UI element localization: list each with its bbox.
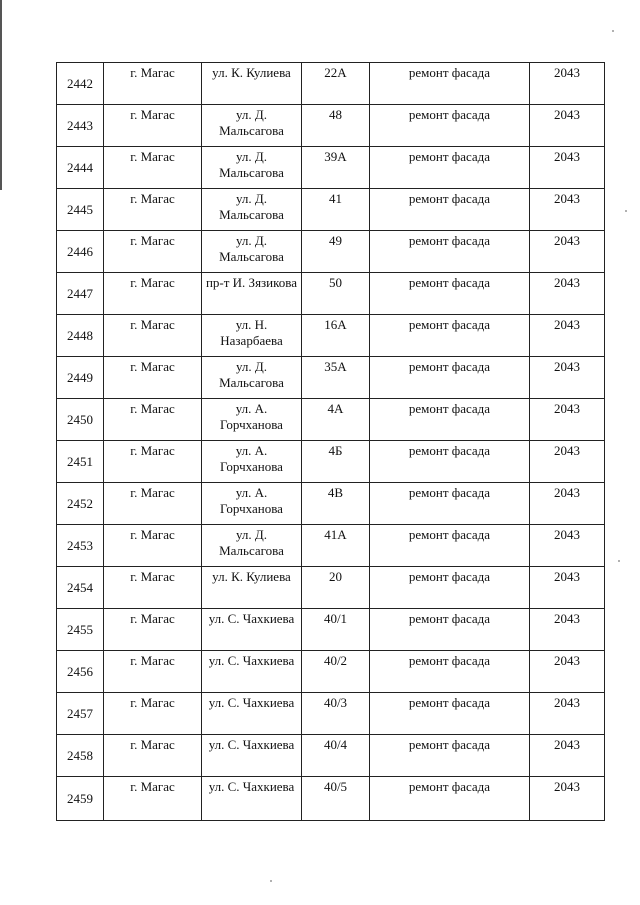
table-row xyxy=(57,777,605,821)
street-cell: ул. С. Чахкиева xyxy=(202,651,302,693)
year-cell: 2043 xyxy=(530,273,605,315)
work-type-cell: ремонт фасада xyxy=(370,147,530,189)
street-cell: ул. А. Горчханова xyxy=(202,441,302,483)
street-cell: ул. А. Горчханова xyxy=(202,483,302,525)
city-cell: г. Магас xyxy=(104,693,202,735)
street-cell: пр-т И. Зязикова xyxy=(202,273,302,315)
city-cell: г. Магас xyxy=(104,735,202,777)
table-row xyxy=(57,189,605,231)
work-type-cell: ремонт фасада xyxy=(370,693,530,735)
scan-speck xyxy=(612,30,614,32)
house-number-cell: 22А xyxy=(302,63,370,105)
work-type-cell: ремонт фасада xyxy=(370,567,530,609)
table-row xyxy=(57,315,605,357)
work-type-cell: ремонт фасада xyxy=(370,735,530,777)
year-cell: 2043 xyxy=(530,399,605,441)
work-type-cell: ремонт фасада xyxy=(370,273,530,315)
house-number-cell: 40/1 xyxy=(302,609,370,651)
row-number-cell: 2453 xyxy=(57,525,104,567)
work-type-cell: ремонт фасада xyxy=(370,315,530,357)
year-cell: 2043 xyxy=(530,609,605,651)
year-cell: 2043 xyxy=(530,231,605,273)
table-row xyxy=(57,63,605,105)
house-number-cell: 40/5 xyxy=(302,777,370,821)
street-cell: ул. Д. Мальсагова xyxy=(202,189,302,231)
city-cell: г. Магас xyxy=(104,609,202,651)
table-row xyxy=(57,105,605,147)
street-cell: ул. А. Горчханова xyxy=(202,399,302,441)
house-number-cell: 4А xyxy=(302,399,370,441)
house-number-cell: 41А xyxy=(302,525,370,567)
work-type-cell: ремонт фасада xyxy=(370,651,530,693)
work-type-cell: ремонт фасада xyxy=(370,357,530,399)
year-cell: 2043 xyxy=(530,483,605,525)
year-cell: 2043 xyxy=(530,105,605,147)
city-cell: г. Магас xyxy=(104,567,202,609)
table-row xyxy=(57,441,605,483)
city-cell: г. Магас xyxy=(104,315,202,357)
work-type-cell: ремонт фасада xyxy=(370,105,530,147)
city-cell: г. Магас xyxy=(104,63,202,105)
row-number-cell: 2442 xyxy=(57,63,104,105)
city-cell: г. Магас xyxy=(104,231,202,273)
year-cell: 2043 xyxy=(530,357,605,399)
work-type-cell: ремонт фасада xyxy=(370,483,530,525)
table-row xyxy=(57,693,605,735)
table-row xyxy=(57,483,605,525)
work-type-cell: ремонт фасада xyxy=(370,525,530,567)
year-cell: 2043 xyxy=(530,525,605,567)
row-number-cell: 2454 xyxy=(57,567,104,609)
city-cell: г. Магас xyxy=(104,483,202,525)
house-number-cell: 48 xyxy=(302,105,370,147)
city-cell: г. Магас xyxy=(104,105,202,147)
repair-schedule-table xyxy=(56,62,605,821)
street-cell: ул. С. Чахкиева xyxy=(202,609,302,651)
city-cell: г. Магас xyxy=(104,441,202,483)
work-type-cell: ремонт фасада xyxy=(370,441,530,483)
table-body xyxy=(57,63,605,821)
year-cell: 2043 xyxy=(530,441,605,483)
row-number-cell: 2445 xyxy=(57,189,104,231)
street-cell: ул. С. Чахкиева xyxy=(202,777,302,821)
street-cell: ул. К. Кулиева xyxy=(202,63,302,105)
row-number-cell: 2450 xyxy=(57,399,104,441)
row-number-cell: 2447 xyxy=(57,273,104,315)
street-cell: ул. Д. Мальсагова xyxy=(202,525,302,567)
year-cell: 2043 xyxy=(530,147,605,189)
street-cell: ул. С. Чахкиева xyxy=(202,693,302,735)
year-cell: 2043 xyxy=(530,315,605,357)
house-number-cell: 39А xyxy=(302,147,370,189)
year-cell: 2043 xyxy=(530,777,605,821)
scan-speck xyxy=(270,880,272,882)
house-number-cell: 4В xyxy=(302,483,370,525)
city-cell: г. Магас xyxy=(104,399,202,441)
page-edge-rule xyxy=(0,0,2,190)
row-number-cell: 2444 xyxy=(57,147,104,189)
house-number-cell: 50 xyxy=(302,273,370,315)
table-row xyxy=(57,357,605,399)
row-number-cell: 2459 xyxy=(57,777,104,821)
house-number-cell: 4Б xyxy=(302,441,370,483)
work-type-cell: ремонт фасада xyxy=(370,777,530,821)
table-row xyxy=(57,567,605,609)
work-type-cell: ремонт фасада xyxy=(370,399,530,441)
city-cell: г. Магас xyxy=(104,777,202,821)
city-cell: г. Магас xyxy=(104,651,202,693)
row-number-cell: 2443 xyxy=(57,105,104,147)
city-cell: г. Магас xyxy=(104,189,202,231)
city-cell: г. Магас xyxy=(104,357,202,399)
work-type-cell: ремонт фасада xyxy=(370,189,530,231)
city-cell: г. Магас xyxy=(104,273,202,315)
house-number-cell: 40/3 xyxy=(302,693,370,735)
row-number-cell: 2451 xyxy=(57,441,104,483)
house-number-cell: 41 xyxy=(302,189,370,231)
table-row xyxy=(57,651,605,693)
house-number-cell: 16А xyxy=(302,315,370,357)
city-cell: г. Магас xyxy=(104,147,202,189)
work-type-cell: ремонт фасада xyxy=(370,231,530,273)
house-number-cell: 40/4 xyxy=(302,735,370,777)
street-cell: ул. Д. Мальсагова xyxy=(202,231,302,273)
street-cell: ул. Н. Назарбаева xyxy=(202,315,302,357)
year-cell: 2043 xyxy=(530,651,605,693)
street-cell: ул. К. Кулиева xyxy=(202,567,302,609)
year-cell: 2043 xyxy=(530,63,605,105)
table-row xyxy=(57,399,605,441)
street-cell: ул. Д. Мальсагова xyxy=(202,147,302,189)
table-row xyxy=(57,231,605,273)
row-number-cell: 2457 xyxy=(57,693,104,735)
year-cell: 2043 xyxy=(530,693,605,735)
row-number-cell: 2456 xyxy=(57,651,104,693)
house-number-cell: 40/2 xyxy=(302,651,370,693)
house-number-cell: 49 xyxy=(302,231,370,273)
scan-speck xyxy=(618,560,620,562)
house-number-cell: 35А xyxy=(302,357,370,399)
year-cell: 2043 xyxy=(530,735,605,777)
table-row xyxy=(57,609,605,651)
work-type-cell: ремонт фасада xyxy=(370,609,530,651)
year-cell: 2043 xyxy=(530,189,605,231)
row-number-cell: 2452 xyxy=(57,483,104,525)
table-row xyxy=(57,735,605,777)
row-number-cell: 2458 xyxy=(57,735,104,777)
row-number-cell: 2446 xyxy=(57,231,104,273)
table-row xyxy=(57,525,605,567)
street-cell: ул. С. Чахкиева xyxy=(202,735,302,777)
work-type-cell: ремонт фасада xyxy=(370,63,530,105)
year-cell: 2043 xyxy=(530,567,605,609)
house-number-cell: 20 xyxy=(302,567,370,609)
table-row xyxy=(57,147,605,189)
city-cell: г. Магас xyxy=(104,525,202,567)
table-row xyxy=(57,273,605,315)
row-number-cell: 2449 xyxy=(57,357,104,399)
street-cell: ул. Д. Мальсагова xyxy=(202,357,302,399)
document-page xyxy=(56,62,604,821)
scan-speck xyxy=(625,210,627,212)
row-number-cell: 2448 xyxy=(57,315,104,357)
street-cell: ул. Д. Мальсагова xyxy=(202,105,302,147)
row-number-cell: 2455 xyxy=(57,609,104,651)
